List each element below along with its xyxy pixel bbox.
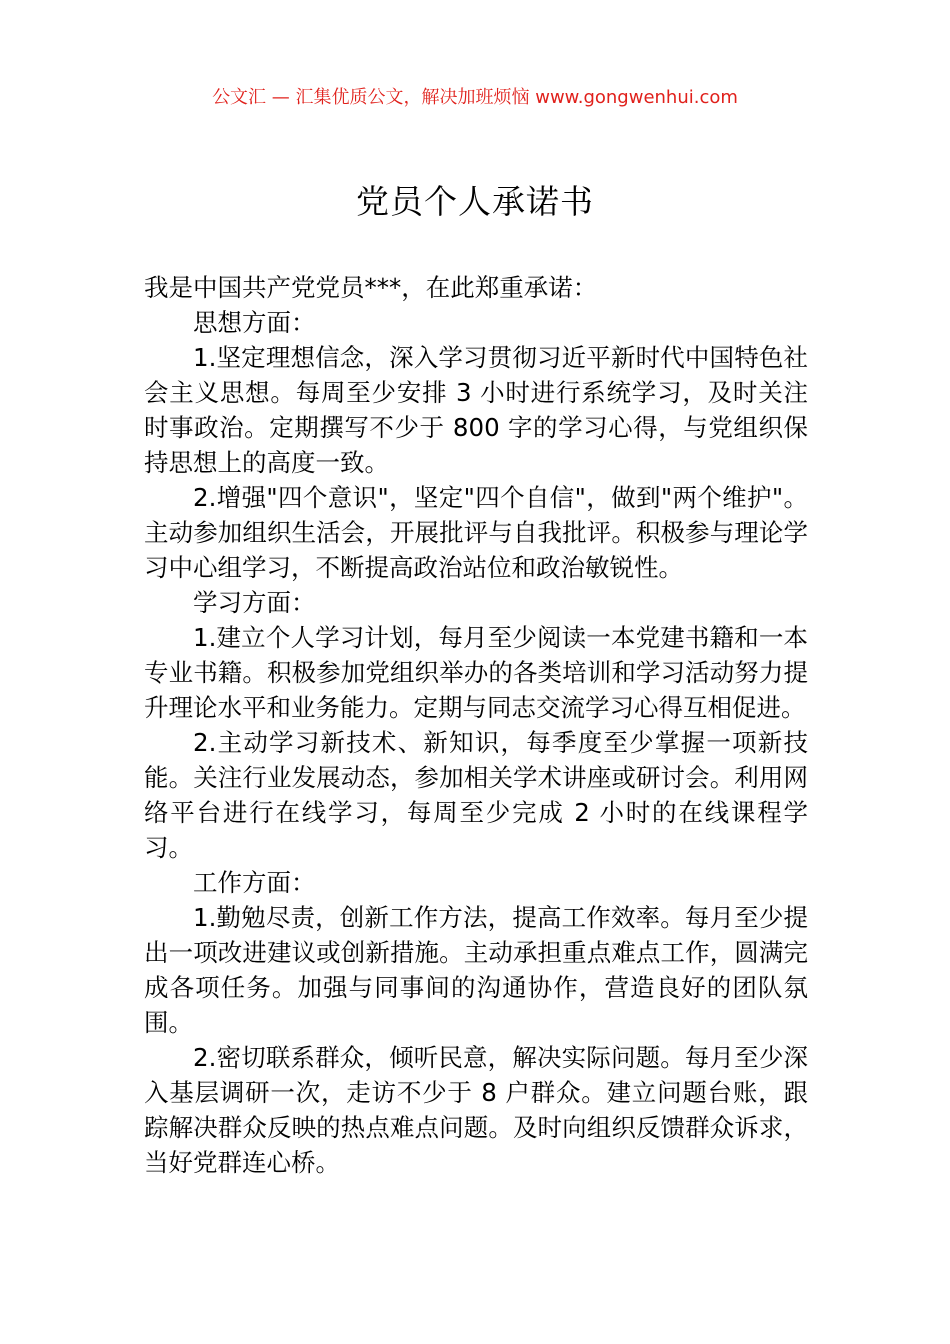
- paragraph: 2.密切联系群众，倾听民意，解决实际问题。每月至少深入基层调研一次，走访不少于 8 户群众。建立问题台账，跟踪解决群众反映的热点难点问题。及时向组织反馈群众诉求，当好党群连心桥。: [144, 1043, 808, 1177]
- document-title: 党员个人承诺书: [356, 182, 594, 221]
- header-banner: 公文汇 — 汇集优质公文，解决加班烦恼 www.gongwenhui.com: [212, 87, 738, 108]
- paragraph: 2.主动学习新技术、新知识，每季度至少掌握一项新技能。关注行业发展动态，参加相关学术讲座或研讨会。利用网络平台进行在线学习，每周至少完成 2 小时的在线课程学习。: [144, 728, 808, 862]
- paragraph: 1.建立个人学习计划，每月至少阅读一本党建书籍和一本专业书籍。积极参加党组织举办的各类培训和学习活动努力提升理论水平和业务能力。定期与同志交流学习心得互相促进。: [144, 623, 808, 722]
- paragraph: 2.增强"四个意识"，坚定"四个自信"，做到"两个维护"。主动参加组织生活会，开展批评与自我批评。积极参与理论学习中心组学习，不断提高政治站位和政治敏锐性。: [144, 483, 808, 582]
- intro-line: 我是中国共产党党员***，在此郑重承诺：: [144, 273, 598, 302]
- section-heading-thought: 思想方面：: [193, 308, 316, 337]
- document-body: [144, 270, 808, 1180]
- paragraph: 1.坚定理想信念，深入学习贯彻习近平新时代中国特色社会主义思想。每周至少安排 3 小时进行系统学习，及时关注时事政治。定期撰写不少于 800 字的学习心得，与党组织保持思想上的高度一致。: [144, 343, 808, 477]
- section-heading-study: 学习方面：: [193, 588, 316, 617]
- section-heading-work: 工作方面：: [193, 868, 316, 897]
- paragraph: 1.勤勉尽责，创新工作方法，提高工作效率。每月至少提出一项改进建议或创新措施。主动承担重点难点工作，圆满完成各项任务。加强与同事间的沟通协作，营造良好的团队氛围。: [144, 903, 808, 1037]
